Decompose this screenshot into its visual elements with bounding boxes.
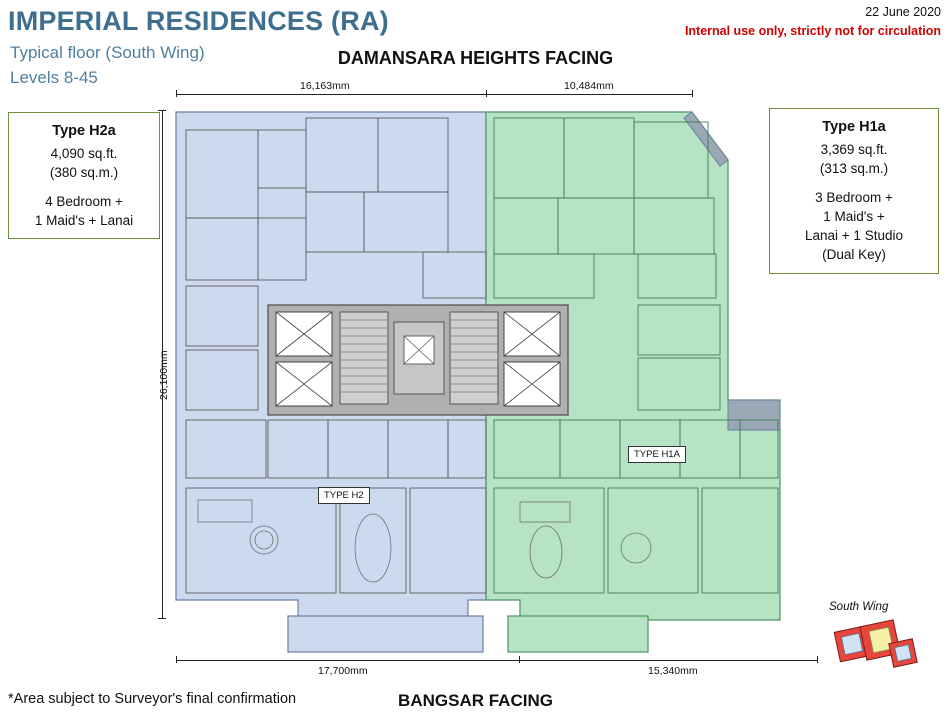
- footnote-area-disclaimer: *Area subject to Surveyor's final confirmation: [8, 691, 297, 707]
- unit-right-type: Type H1a: [822, 119, 886, 135]
- plan-tag-type-h2: TYPE H2: [318, 487, 370, 504]
- unit-right-config-2: 1 Maid's +: [823, 209, 885, 225]
- dimension-label-bottom-right: 15,340mm: [648, 665, 698, 677]
- key-map-south-wing: [823, 601, 941, 679]
- dimension-tick: [692, 90, 693, 97]
- unit-right-config-3: Lanai + 1 Studio: [805, 228, 903, 244]
- unit-left-area-sqm: (380 sq.m.): [49, 164, 119, 180]
- unit-left-area-sqft: 4,090 sq.ft.: [50, 145, 118, 161]
- orientation-label-top: DAMANSARA HEIGHTS FACING: [337, 48, 614, 68]
- confidentiality-notice: Internal use only, strictly not for circulation: [684, 24, 941, 38]
- page-title: IMPERIAL RESIDENCES (RA): [8, 6, 389, 36]
- dimension-label-top-right: 10,484mm: [564, 80, 614, 92]
- unit-right-area-sqm: (313 sq.m.): [819, 160, 889, 176]
- balcony-strip: [728, 400, 780, 430]
- unit-left-config-2: 1 Maid's + Lanai: [34, 213, 134, 229]
- page-subtitle-floor: Typical floor (South Wing): [10, 43, 205, 62]
- lanai-left: [288, 616, 483, 652]
- plan-tag-type-h1a: TYPE H1A: [628, 446, 686, 463]
- dimension-line-top-right: [486, 94, 692, 95]
- unit-left-type: Type H2a: [52, 123, 116, 139]
- unit-right-area-sqft: 3,369 sq.ft.: [820, 141, 888, 157]
- unit-right-config-1: 3 Bedroom +: [815, 189, 893, 205]
- document-date: 22 June 2020: [865, 5, 941, 19]
- unit-left-config-1: 4 Bedroom +: [45, 193, 123, 209]
- orientation-label-bottom: BANGSAR FACING: [398, 691, 553, 710]
- dimension-tick: [176, 90, 177, 97]
- floor-plan-drawing: [168, 100, 828, 660]
- dimension-label-bottom-left: 17,700mm: [318, 665, 368, 677]
- dimension-tick: [158, 110, 166, 111]
- page-subtitle-levels: Levels 8-45: [10, 68, 98, 87]
- lift-core: [268, 305, 568, 415]
- dimension-label-left-vertical: 26,100mm: [158, 350, 170, 400]
- unit-info-box-h2a: [8, 112, 160, 239]
- dimension-line-bottom-left: [176, 660, 519, 661]
- lanai-right: [508, 616, 648, 652]
- unit-right-config-4: (Dual Key): [822, 247, 886, 263]
- dimension-label-top-left: 16,163mm: [300, 80, 350, 92]
- key-map-caption: South Wing: [829, 601, 889, 613]
- dimension-line-top-left: [176, 94, 486, 95]
- dimension-line-bottom-right: [519, 660, 817, 661]
- dimension-tick: [158, 618, 166, 619]
